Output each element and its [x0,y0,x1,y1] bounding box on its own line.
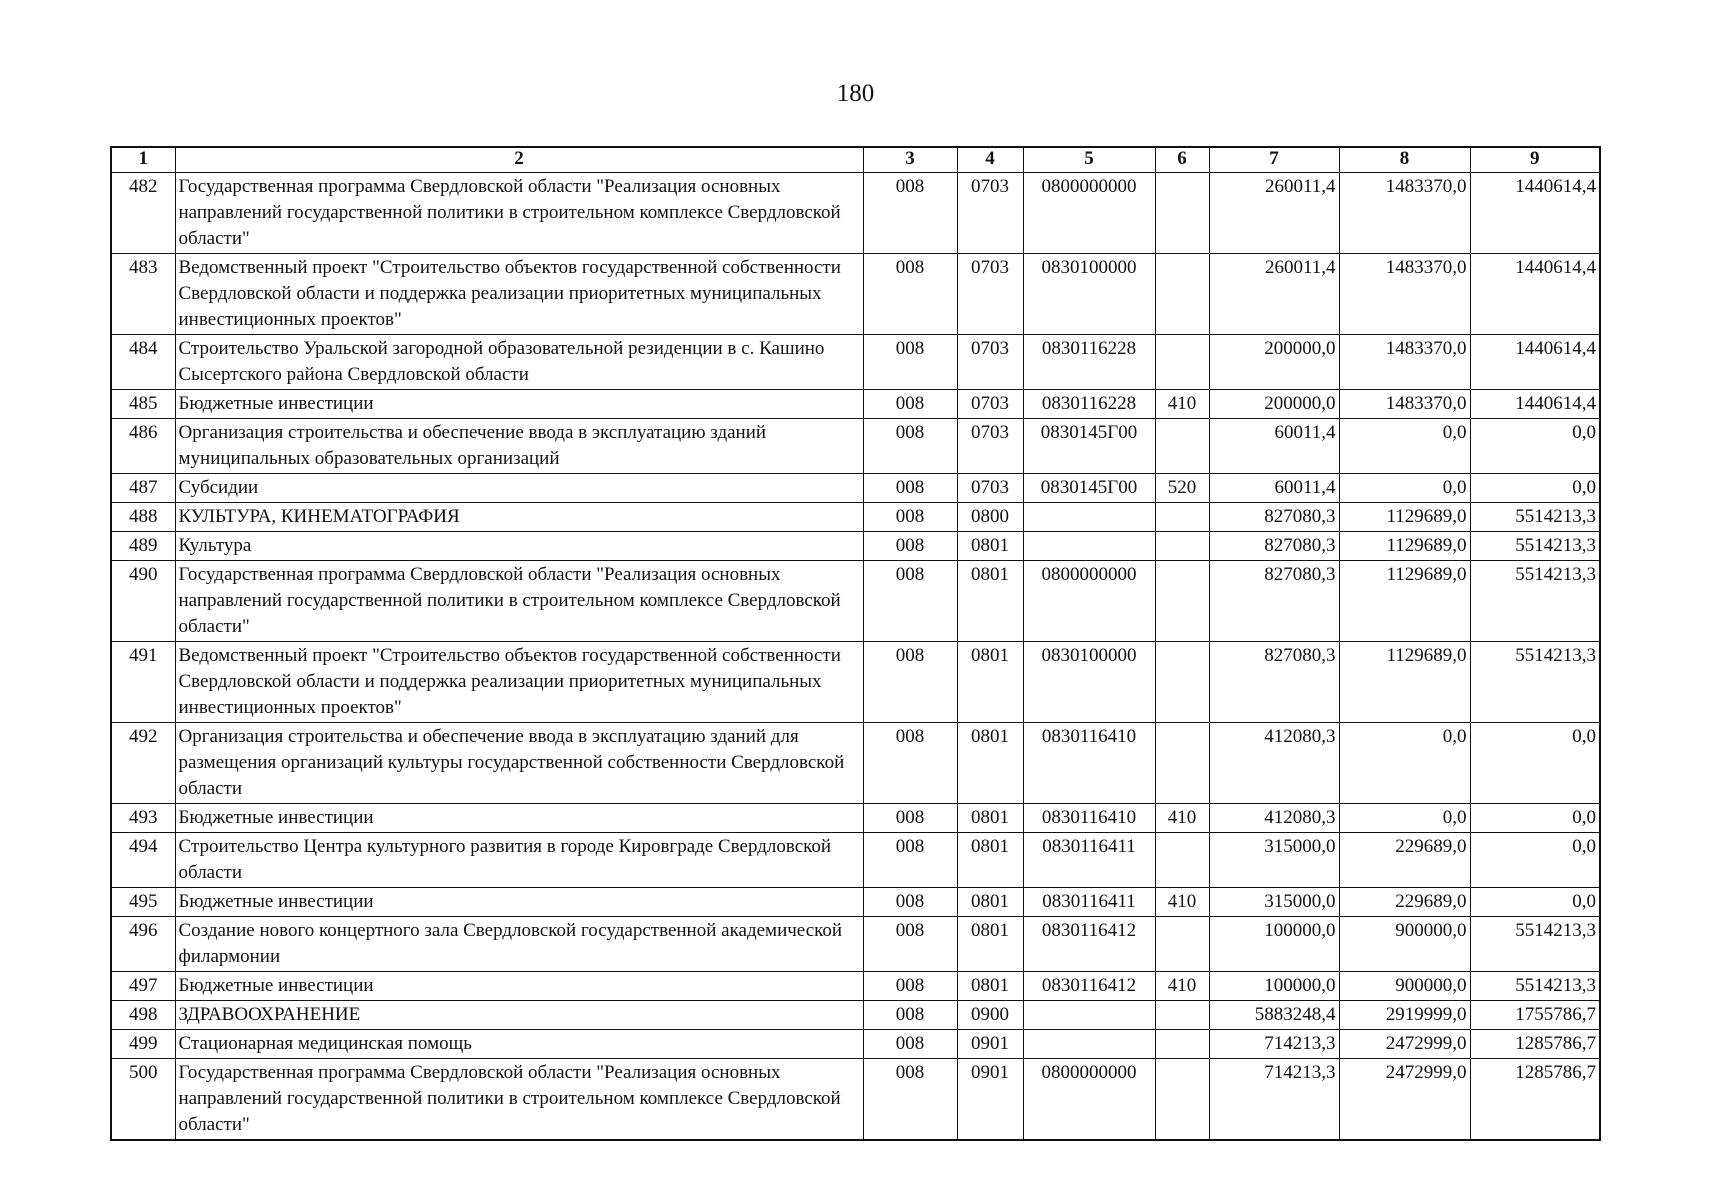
row-amount-col7: 200000,0 [1209,335,1339,390]
row-ministry-code: 008 [863,888,957,917]
row-amount-col8: 900000,0 [1339,917,1470,972]
row-amount-col8: 0,0 [1339,474,1470,503]
row-number: 496 [111,917,175,972]
table-row [111,642,1600,723]
row-expense-type-code [1155,173,1209,254]
row-target-code: 0830116411 [1023,888,1155,917]
row-amount-col7: 60011,4 [1209,419,1339,474]
row-target-code [1023,1001,1155,1030]
row-amount-col8: 1483370,0 [1339,254,1470,335]
row-name: КУЛЬТУРА, КИНЕМАТОГРАФИЯ [175,503,863,532]
row-section-code: 0703 [957,390,1023,419]
row-name: Субсидии [175,474,863,503]
row-ministry-code: 008 [863,173,957,254]
row-expense-type-code: 410 [1155,804,1209,833]
table-row [111,1001,1600,1030]
row-number: 482 [111,173,175,254]
page-number: 180 [836,80,875,107]
row-amount-col7: 260011,4 [1209,254,1339,335]
column-header: 1 [111,147,175,173]
row-expense-type-code: 410 [1155,972,1209,1001]
row-amount-col7: 260011,4 [1209,173,1339,254]
row-expense-type-code: 520 [1155,474,1209,503]
row-target-code: 0830116412 [1023,917,1155,972]
row-number: 494 [111,833,175,888]
row-section-code: 0801 [957,804,1023,833]
row-number: 490 [111,561,175,642]
row-name: Бюджетные инвестиции [175,804,863,833]
row-amount-col9: 5514213,3 [1470,972,1600,1001]
row-expense-type-code [1155,642,1209,723]
row-target-code: 0830116411 [1023,833,1155,888]
row-name: Создание нового концертного зала Свердловской государственной академической филармонии [175,917,863,972]
row-ministry-code: 008 [863,1001,957,1030]
row-ministry-code: 008 [863,532,957,561]
row-amount-col9: 1285786,7 [1470,1059,1600,1141]
row-ministry-code: 008 [863,419,957,474]
row-target-code: 0830145Г00 [1023,474,1155,503]
column-header: 2 [175,147,863,173]
table-row [111,917,1600,972]
row-ministry-code: 008 [863,1030,957,1059]
table-row [111,173,1600,254]
row-expense-type-code [1155,917,1209,972]
column-header: 4 [957,147,1023,173]
row-amount-col9: 5514213,3 [1470,532,1600,561]
row-target-code: 0800000000 [1023,173,1155,254]
row-amount-col7: 827080,3 [1209,532,1339,561]
column-header: 6 [1155,147,1209,173]
row-ministry-code: 008 [863,335,957,390]
row-section-code: 0801 [957,888,1023,917]
row-target-code: 0800000000 [1023,1059,1155,1141]
row-section-code: 0703 [957,474,1023,503]
row-number: 500 [111,1059,175,1141]
row-amount-col9: 5514213,3 [1470,561,1600,642]
row-target-code: 0830116410 [1023,723,1155,804]
row-expense-type-code [1155,1001,1209,1030]
row-number: 488 [111,503,175,532]
row-section-code: 0703 [957,335,1023,390]
row-ministry-code: 008 [863,804,957,833]
row-expense-type-code [1155,1030,1209,1059]
row-amount-col8: 1129689,0 [1339,503,1470,532]
row-amount-col7: 100000,0 [1209,917,1339,972]
row-amount-col9: 1285786,7 [1470,1030,1600,1059]
row-target-code: 0830145Г00 [1023,419,1155,474]
row-name: Бюджетные инвестиции [175,972,863,1001]
row-number: 498 [111,1001,175,1030]
column-header: 8 [1339,147,1470,173]
row-ministry-code: 008 [863,917,957,972]
row-ministry-code: 008 [863,390,957,419]
row-amount-col7: 315000,0 [1209,833,1339,888]
table-row [111,335,1600,390]
row-name: Бюджетные инвестиции [175,390,863,419]
row-amount-col9: 0,0 [1470,833,1600,888]
row-name: Государственная программа Свердловской области "Реализация основных направлений государственной политики в строительном комплексе Свердловской области" [175,1059,863,1141]
row-amount-col8: 1483370,0 [1339,335,1470,390]
row-amount-col8: 1483370,0 [1339,173,1470,254]
row-expense-type-code [1155,503,1209,532]
row-amount-col8: 1129689,0 [1339,561,1470,642]
row-ministry-code: 008 [863,833,957,888]
row-section-code: 0703 [957,254,1023,335]
row-amount-col7: 100000,0 [1209,972,1339,1001]
table-row [111,474,1600,503]
table-row [111,723,1600,804]
row-amount-col9: 1440614,4 [1470,173,1600,254]
header-row [111,147,1600,173]
row-number: 495 [111,888,175,917]
row-number: 499 [111,1030,175,1059]
row-target-code: 0830116410 [1023,804,1155,833]
row-section-code: 0801 [957,561,1023,642]
table-row [111,503,1600,532]
row-expense-type-code [1155,723,1209,804]
row-target-code: 0830116412 [1023,972,1155,1001]
table-row [111,888,1600,917]
row-name: Ведомственный проект "Строительство объектов государственной собственности Свердловской области и поддержка реализации приоритетных муниципальных инвестиционных проектов" [175,254,863,335]
row-number: 485 [111,390,175,419]
row-amount-col8: 1483370,0 [1339,390,1470,419]
row-amount-col9: 5514213,3 [1470,503,1600,532]
row-expense-type-code [1155,1059,1209,1141]
row-name: Государственная программа Свердловской области "Реализация основных направлений государственной политики в строительном комплексе Свердловской области" [175,561,863,642]
row-target-code: 0830116228 [1023,335,1155,390]
row-target-code: 0830116228 [1023,390,1155,419]
budget-table [110,146,1601,1141]
row-expense-type-code [1155,335,1209,390]
row-amount-col9: 0,0 [1470,888,1600,917]
row-name: Строительство Уральской загородной образовательной резиденции в с. Кашино Сысертского района Свердловской области [175,335,863,390]
row-expense-type-code [1155,419,1209,474]
row-name: Строительство Центра культурного развития в городе Кировграде Свердловской области [175,833,863,888]
column-header: 3 [863,147,957,173]
row-amount-col9: 0,0 [1470,419,1600,474]
row-ministry-code: 008 [863,972,957,1001]
row-section-code: 0800 [957,503,1023,532]
row-amount-col7: 412080,3 [1209,804,1339,833]
row-target-code [1023,1030,1155,1059]
row-amount-col8: 2472999,0 [1339,1059,1470,1141]
row-name: Бюджетные инвестиции [175,888,863,917]
row-section-code: 0901 [957,1059,1023,1141]
row-amount-col8: 900000,0 [1339,972,1470,1001]
row-target-code [1023,503,1155,532]
table-row [111,833,1600,888]
row-target-code: 0830100000 [1023,642,1155,723]
row-ministry-code: 008 [863,1059,957,1141]
row-amount-col9: 1755786,7 [1470,1001,1600,1030]
table-row [111,804,1600,833]
row-amount-col7: 827080,3 [1209,642,1339,723]
row-amount-col8: 0,0 [1339,804,1470,833]
row-expense-type-code [1155,833,1209,888]
row-expense-type-code [1155,561,1209,642]
row-amount-col9: 1440614,4 [1470,335,1600,390]
table-row [111,1030,1600,1059]
row-number: 483 [111,254,175,335]
row-amount-col7: 412080,3 [1209,723,1339,804]
row-amount-col7: 200000,0 [1209,390,1339,419]
row-amount-col9: 1440614,4 [1470,390,1600,419]
row-section-code: 0901 [957,1030,1023,1059]
table-body [111,173,1600,1141]
table-row [111,419,1600,474]
row-ministry-code: 008 [863,474,957,503]
row-name: Культура [175,532,863,561]
row-section-code: 0801 [957,642,1023,723]
row-number: 497 [111,972,175,1001]
row-expense-type-code [1155,254,1209,335]
row-amount-col8: 2472999,0 [1339,1030,1470,1059]
row-name: Государственная программа Свердловской области "Реализация основных направлений государственной политики в строительном комплексе Свердловской области" [175,173,863,254]
row-name: Стационарная медицинская помощь [175,1030,863,1059]
row-section-code: 0801 [957,833,1023,888]
table-row [111,390,1600,419]
row-amount-col9: 0,0 [1470,723,1600,804]
row-amount-col9: 1440614,4 [1470,254,1600,335]
row-section-code: 0900 [957,1001,1023,1030]
row-amount-col7: 60011,4 [1209,474,1339,503]
row-section-code: 0703 [957,173,1023,254]
row-number: 486 [111,419,175,474]
row-amount-col9: 5514213,3 [1470,642,1600,723]
row-amount-col7: 315000,0 [1209,888,1339,917]
row-amount-col9: 0,0 [1470,804,1600,833]
row-ministry-code: 008 [863,254,957,335]
row-number: 487 [111,474,175,503]
row-name: Ведомственный проект "Строительство объектов государственной собственности Свердловской области и поддержка реализации приоритетных муниципальных инвестиционных проектов" [175,642,863,723]
column-header: 5 [1023,147,1155,173]
row-amount-col8: 1129689,0 [1339,532,1470,561]
row-section-code: 0801 [957,972,1023,1001]
row-target-code [1023,532,1155,561]
table-row [111,972,1600,1001]
row-amount-col7: 714213,3 [1209,1059,1339,1141]
row-expense-type-code [1155,532,1209,561]
row-amount-col9: 5514213,3 [1470,917,1600,972]
column-header: 9 [1470,147,1600,173]
row-number: 491 [111,642,175,723]
row-expense-type-code: 410 [1155,390,1209,419]
column-header: 7 [1209,147,1339,173]
row-section-code: 0801 [957,532,1023,561]
row-ministry-code: 008 [863,642,957,723]
row-amount-col9: 0,0 [1470,474,1600,503]
row-section-code: 0801 [957,917,1023,972]
table-row [111,532,1600,561]
row-name: Организация строительства и обеспечение ввода в эксплуатацию зданий муниципальных образовательных организаций [175,419,863,474]
row-ministry-code: 008 [863,503,957,532]
row-ministry-code: 008 [863,723,957,804]
row-amount-col8: 2919999,0 [1339,1001,1470,1030]
row-section-code: 0801 [957,723,1023,804]
table-row [111,1059,1600,1141]
row-amount-col8: 0,0 [1339,419,1470,474]
row-amount-col8: 229689,0 [1339,833,1470,888]
row-amount-col7: 714213,3 [1209,1030,1339,1059]
row-number: 492 [111,723,175,804]
row-amount-col8: 229689,0 [1339,888,1470,917]
row-amount-col7: 827080,3 [1209,561,1339,642]
row-amount-col8: 0,0 [1339,723,1470,804]
table-row [111,561,1600,642]
row-target-code: 0800000000 [1023,561,1155,642]
row-expense-type-code: 410 [1155,888,1209,917]
row-name: ЗДРАВООХРАНЕНИЕ [175,1001,863,1030]
row-section-code: 0703 [957,419,1023,474]
table-row [111,254,1600,335]
row-name: Организация строительства и обеспечение ввода в эксплуатацию зданий для размещения организаций культуры государственной собственности Свердловской области [175,723,863,804]
row-number: 493 [111,804,175,833]
row-target-code: 0830100000 [1023,254,1155,335]
row-amount-col7: 827080,3 [1209,503,1339,532]
row-ministry-code: 008 [863,561,957,642]
row-amount-col7: 5883248,4 [1209,1001,1339,1030]
row-number: 484 [111,335,175,390]
row-amount-col8: 1129689,0 [1339,642,1470,723]
row-number: 489 [111,532,175,561]
